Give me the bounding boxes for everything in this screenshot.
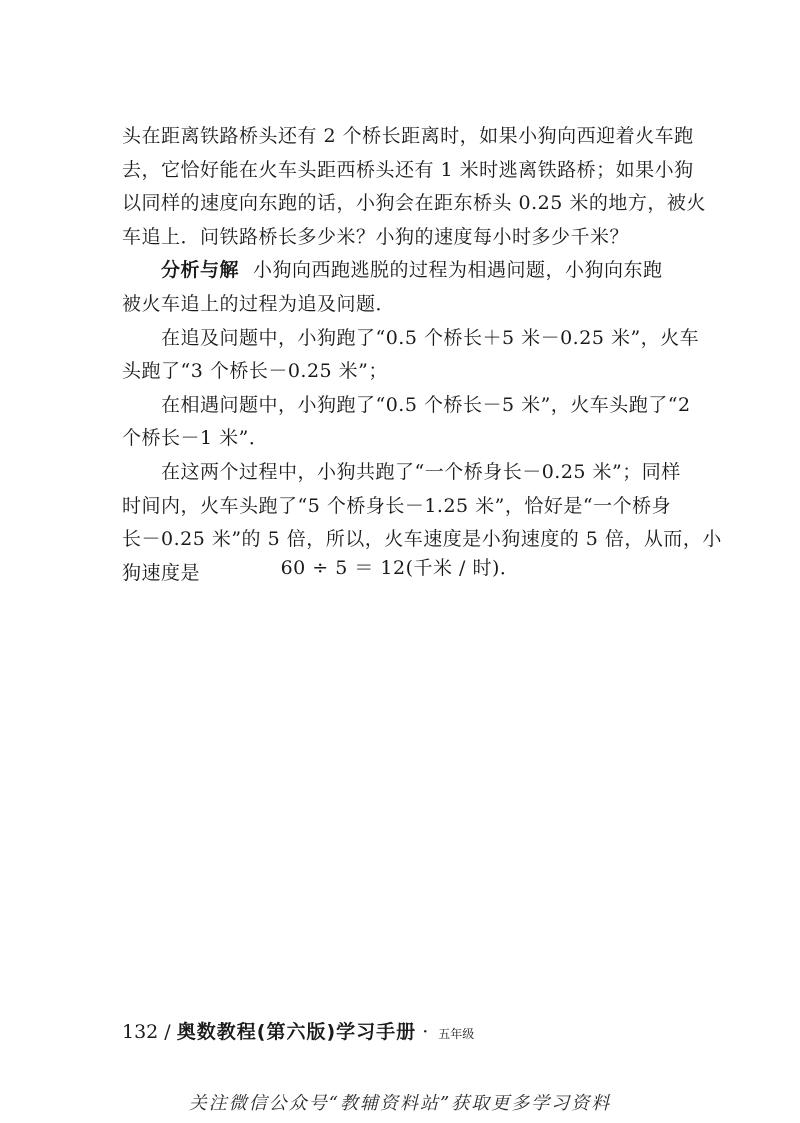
analysis-line: 个桥长－1 米”． xyxy=(122,427,269,450)
grade-label: 五年级 xyxy=(438,1027,475,1041)
analysis-line: 在相遇问题中，小狗跑了“0.5 个桥长－5 米”，火车头跑了“2 xyxy=(161,393,691,416)
analysis-line: 狗速度是 xyxy=(122,561,201,584)
problem-line: 车追上．问铁路桥长多少米？小狗的速度每小时多少千米？ xyxy=(122,225,630,248)
analysis-line: 在这两个过程中，小狗共跑了“一个桥身长－0.25 米”；同样 xyxy=(161,460,681,483)
problem-line: 头在距离铁路桥头还有 2 个桥长距离时，如果小狗向西迎着火车跑 xyxy=(122,125,694,147)
analysis-line: 长－0.25 米”的 5 倍，所以，火车速度是小狗速度的 5 倍，从而，小 xyxy=(122,528,722,551)
analysis-line: 头跑了“3 个桥长－0.25 米”； xyxy=(122,360,388,383)
analysis-line: 被火车追上的过程为追及问题． xyxy=(122,292,396,315)
page-number: 132 / xyxy=(122,1021,171,1043)
analysis-line xyxy=(122,254,694,288)
page-footer xyxy=(122,1017,474,1044)
analysis-line: 在追及问题中，小狗跑了“0.5 个桥长＋5 米－0.25 米”，火车 xyxy=(161,326,700,349)
book-title: 奥数教程(第六版)学习手册 xyxy=(176,1021,417,1043)
page-body xyxy=(122,120,722,590)
formula: 60 ÷ 5 ＝ 12(千米 / 时)． xyxy=(280,557,520,579)
analysis-line: 时间内，火车头跑了“5 个桥身长－1.25 米”，恰好是“一个桥身 xyxy=(122,494,672,517)
problem-line: 去，它恰好能在火车头距西桥头还有 1 米时逃离铁路桥；如果小狗 xyxy=(122,158,694,181)
analysis-text: 小狗向西跑逃脱的过程为相遇问题，小狗向东跑 xyxy=(253,259,663,282)
footer-separator: · xyxy=(422,1021,429,1043)
problem-line: 以同样的速度向东跑的话，小狗会在距东桥头 0.25 米的地方，被火 xyxy=(122,192,706,215)
analysis-heading: 分析与解 xyxy=(161,259,240,282)
watermark: 关注微信公众号“教辅资料站”获取更多学习资料 xyxy=(188,1093,612,1114)
